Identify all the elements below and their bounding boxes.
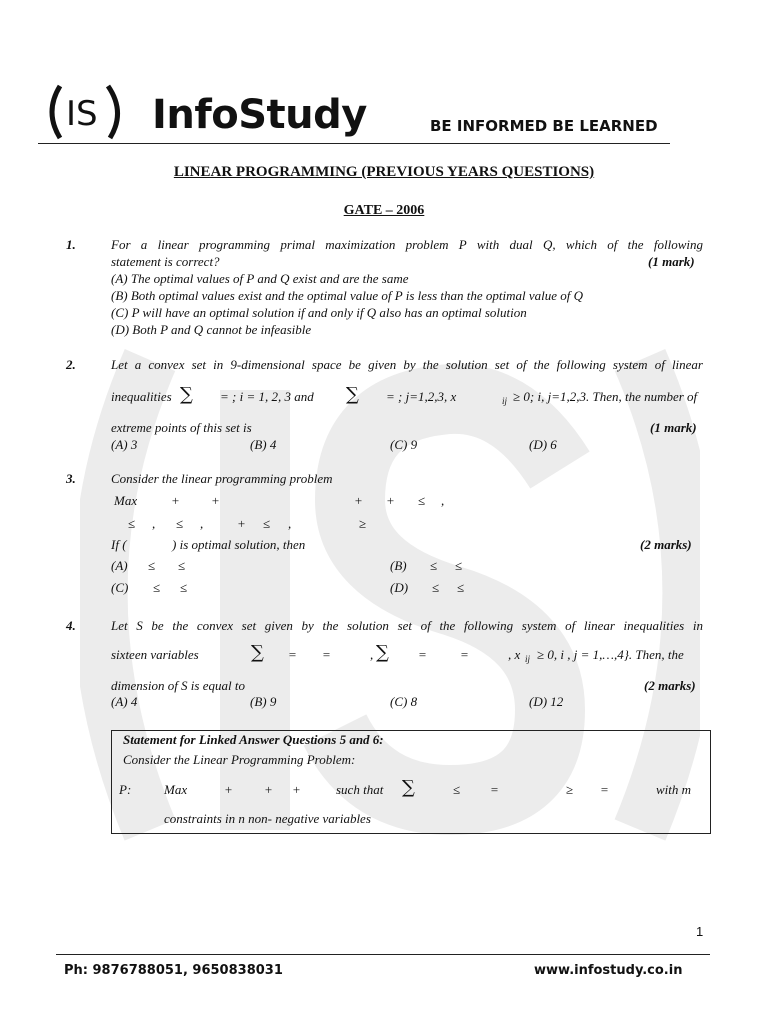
- q1-option-c: (C) P will have an optimal solution if and only if Q also has an optimal solution: [111, 305, 527, 320]
- q1-option-d: (D) Both P and Q cannot be infeasible: [111, 322, 312, 337]
- plus-sign: +: [292, 782, 301, 797]
- plus-sign: +: [264, 782, 273, 797]
- plus-sign: +: [211, 493, 220, 508]
- sum-symbol: ∑: [346, 384, 359, 405]
- q4-subscript: ij: [525, 654, 531, 664]
- q1-marks: (1 mark): [648, 254, 695, 269]
- equals-sign: =: [418, 647, 427, 662]
- leq-sign: ≤: [180, 580, 188, 595]
- q4-line1: Let S be the convex set given by the solution set of the following system of linear inequalities in: [111, 618, 703, 633]
- q2-number: 2.: [66, 357, 76, 372]
- leq-sign: ≤: [178, 558, 186, 573]
- plus-sign: +: [354, 493, 363, 508]
- leq-sign: ≤: [176, 516, 184, 531]
- q3-number: 3.: [66, 471, 76, 486]
- leq-sign: ≤: [432, 580, 440, 595]
- q1-option-a: (A) The optimal values of P and Q exist and are the same: [111, 271, 409, 286]
- q2-line2c: = ; j=1,2,3, x: [386, 389, 457, 404]
- q4-line2e: ≥ 0, i , j = 1,…,4}. Then, the: [537, 647, 684, 662]
- linked-max: Max: [164, 782, 188, 797]
- q1-number: 1.: [66, 237, 76, 252]
- sum-symbol: ∑: [251, 642, 264, 663]
- q1-line2: statement is correct?: [111, 254, 220, 269]
- q3-line1: Consider the linear programming problem: [111, 471, 333, 486]
- q2-option-a: (A) 3: [111, 437, 138, 452]
- linked-line3: constraints in n non- negative variables: [164, 811, 371, 826]
- footer-divider: [56, 954, 710, 955]
- equals-sign: =: [490, 782, 499, 797]
- plus-sign: +: [237, 516, 246, 531]
- comma: ,: [370, 647, 374, 662]
- q1-line1: For a linear programming primal maximization problem P with dual Q, which of the following: [111, 237, 703, 252]
- leq-sign: ≤: [263, 516, 271, 531]
- leq-sign: ≤: [128, 516, 136, 531]
- q2-line2b: = ; i = 1, 2, 3 and: [220, 389, 314, 404]
- linked-p-label: P:: [119, 782, 132, 797]
- leq-sign: ≤: [148, 558, 156, 573]
- leq-sign: ≤: [430, 558, 438, 573]
- comma: ,: [288, 516, 292, 531]
- equals-sign: =: [322, 647, 331, 662]
- q4-line2a: sixteen variables: [111, 647, 199, 662]
- geq-sign: ≥: [359, 516, 367, 531]
- comma: ,: [152, 516, 156, 531]
- q3-option-d: (D): [390, 580, 409, 595]
- plus-sign: +: [224, 782, 233, 797]
- q3-max: Max: [114, 493, 138, 508]
- q3-if-close: ) is optimal solution, then: [172, 537, 306, 552]
- q3-marks: (2 marks): [640, 537, 692, 552]
- q4-option-c: (C) 8: [390, 694, 418, 709]
- equals-sign: =: [460, 647, 469, 662]
- q2-line1: Let a convex set in 9-dimensional space be given by the solution set of the following system of linear: [111, 357, 703, 372]
- sum-symbol: ∑: [376, 642, 389, 663]
- q2-option-b: (B) 4: [250, 437, 277, 452]
- plus-sign: +: [386, 493, 395, 508]
- q4-line3: dimension of S is equal to: [111, 678, 245, 693]
- header-divider: [38, 143, 670, 144]
- equals-sign: =: [288, 647, 297, 662]
- leq-sign: ≤: [418, 493, 426, 508]
- q2-option-d: (D) 6: [529, 437, 557, 452]
- q2-line2a: inequalities: [111, 389, 172, 404]
- q1-option-b: (B) Both optimal values exist and the optimal value of P is less than the optimal value of Q: [111, 288, 584, 303]
- linked-such-that: such that: [336, 782, 384, 797]
- sum-symbol: ∑: [180, 384, 193, 405]
- geq-sign: ≥: [566, 782, 574, 797]
- document-title: LINEAR PROGRAMMING (PREVIOUS YEARS QUESTIONS): [173, 164, 595, 180]
- logo-mark-text: IS: [66, 94, 98, 134]
- comma: ,: [441, 493, 445, 508]
- infostudy-logo-icon: [46, 82, 126, 142]
- linked-line1: Consider the Linear Programming Problem:: [123, 752, 356, 767]
- q3-option-c: (C): [111, 580, 129, 595]
- linked-heading: Statement for Linked Answer Questions 5 and 6:: [123, 732, 384, 747]
- q4-option-a: (A) 4: [111, 694, 138, 709]
- brand-name: InfoStudy: [152, 92, 367, 138]
- plus-sign: +: [171, 493, 180, 508]
- q3-option-a: (A): [111, 558, 128, 573]
- footer-website[interactable]: www.infostudy.co.in: [534, 963, 683, 978]
- leq-sign: ≤: [457, 580, 465, 595]
- leq-sign: ≤: [455, 558, 463, 573]
- q4-option-d: (D) 12: [529, 694, 564, 709]
- page-number: 1: [696, 924, 704, 939]
- equals-sign: =: [600, 782, 609, 797]
- q2-marks: (1 mark): [650, 420, 697, 435]
- comma: ,: [200, 516, 204, 531]
- leq-sign: ≤: [453, 782, 461, 797]
- linked-with-m: with m: [656, 782, 692, 797]
- q2-option-c: (C) 9: [390, 437, 418, 452]
- q4-line2d: , x: [508, 647, 521, 662]
- q3-option-b: (B): [390, 558, 407, 573]
- leq-sign: ≤: [153, 580, 161, 595]
- q4-number: 4.: [66, 618, 76, 633]
- q2-subscript: ij: [502, 396, 508, 406]
- footer-phone: Ph: 9876788051, 9650838031: [64, 963, 283, 978]
- tagline: BE INFORMED BE LEARNED: [430, 117, 658, 135]
- q3-if-open: If (: [111, 537, 127, 552]
- section-title: GATE – 2006: [343, 203, 425, 218]
- q4-marks: (2 marks): [644, 678, 696, 693]
- q2-line3: extreme points of this set is: [111, 420, 252, 435]
- sum-symbol: ∑: [402, 777, 415, 798]
- q4-option-b: (B) 9: [250, 694, 277, 709]
- q2-line2d: ≥ 0; i, j=1,2,3. Then, the number of: [513, 389, 698, 404]
